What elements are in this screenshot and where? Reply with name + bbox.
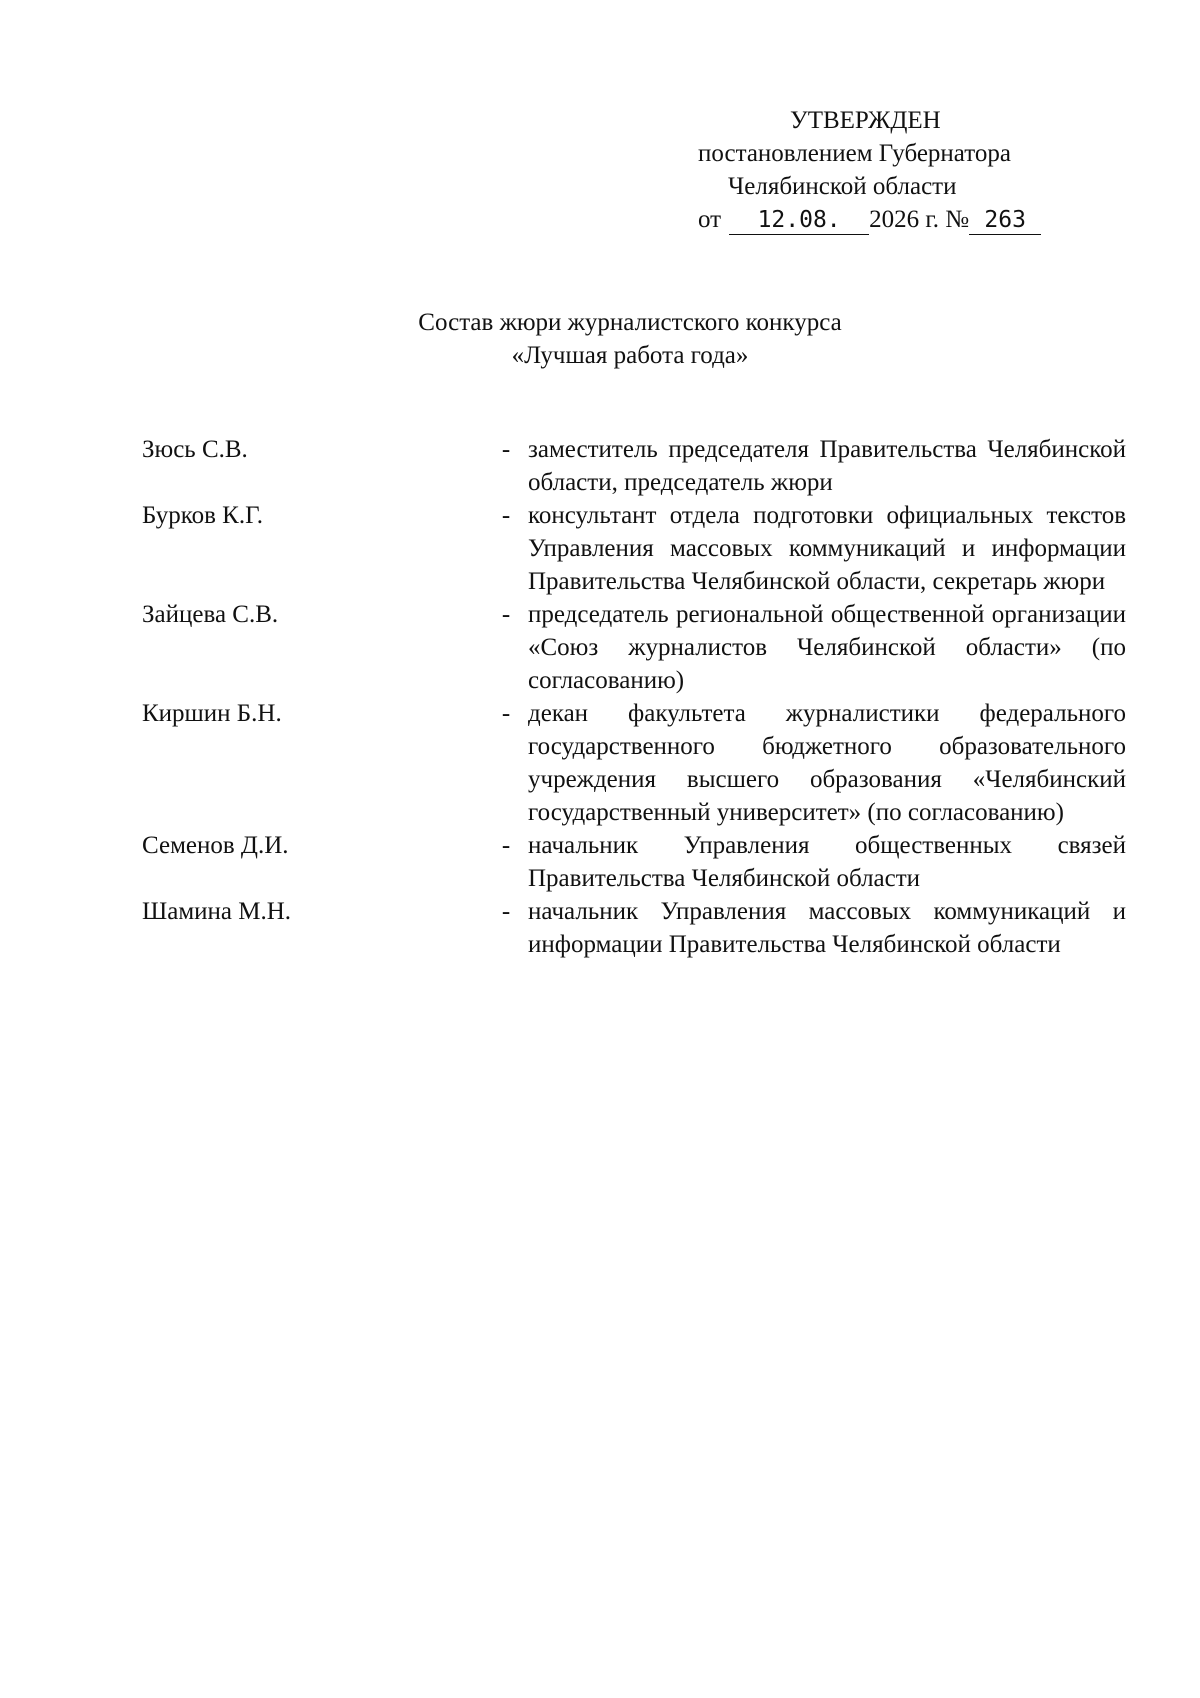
title-line-2: «Лучшая работа года» — [511, 342, 749, 369]
approval-decree-line: постановлением Губернатора — [698, 140, 1011, 167]
dash-separator: - — [501, 436, 511, 463]
member-role: консультант отдела подготовки официальных текстов Управления массовых коммуникаций и информации Правительства Челябинской области, секретарь жюри — [528, 502, 1126, 595]
approval-heading: УТВЕРЖДЕН — [790, 107, 941, 134]
member-role: декан факультета журналистики федерального государственного бюджетного образовательного учреждения высшего образования «Челябинский государственный университет» (по согласованию) — [528, 700, 1126, 826]
list-item — [142, 697, 1125, 829]
number-label: № — [945, 206, 970, 233]
approval-block — [690, 104, 1110, 236]
approval-date-number-line — [690, 203, 1110, 236]
member-role: председатель региональной общественной организации «Союз журналистов Челябинской области» (по согласованию) — [528, 601, 1126, 694]
member-name: Шамина М.Н. — [142, 898, 292, 925]
approval-number: 263 — [969, 206, 1041, 235]
document-title — [300, 306, 960, 372]
approval-region-line: Челябинской области — [728, 173, 957, 200]
list-item — [142, 895, 1125, 961]
member-name: Бурков К.Г. — [142, 502, 263, 529]
approval-year: 2026 г. — [869, 206, 940, 233]
dash-separator: - — [501, 832, 511, 859]
member-name: Зюсь С.В. — [142, 436, 248, 463]
jury-member-list — [142, 433, 1125, 961]
member-name: Семенов Д.И. — [142, 832, 289, 859]
dash-separator: - — [501, 700, 511, 727]
member-role: начальник Управления общественных связей Правительства Челябинской области — [528, 832, 1126, 892]
member-role: начальник Управления массовых коммуникаций и информации Правительства Челябинской области — [528, 898, 1126, 958]
dash-separator: - — [501, 898, 511, 925]
dash-separator: - — [501, 502, 511, 529]
title-line-1: Состав жюри журналистского конкурса — [418, 309, 842, 336]
list-item — [142, 598, 1125, 697]
member-name: Киршин Б.Н. — [142, 700, 282, 727]
list-item — [142, 433, 1125, 499]
member-role: заместитель председателя Правительства Челябинской области, председатель жюри — [528, 436, 1126, 496]
dash-separator: - — [501, 601, 511, 628]
member-name: Зайцева С.В. — [142, 601, 279, 628]
list-item — [142, 499, 1125, 598]
list-item — [142, 829, 1125, 895]
from-label: от — [698, 206, 722, 233]
approval-date: 12.08. — [729, 206, 869, 235]
